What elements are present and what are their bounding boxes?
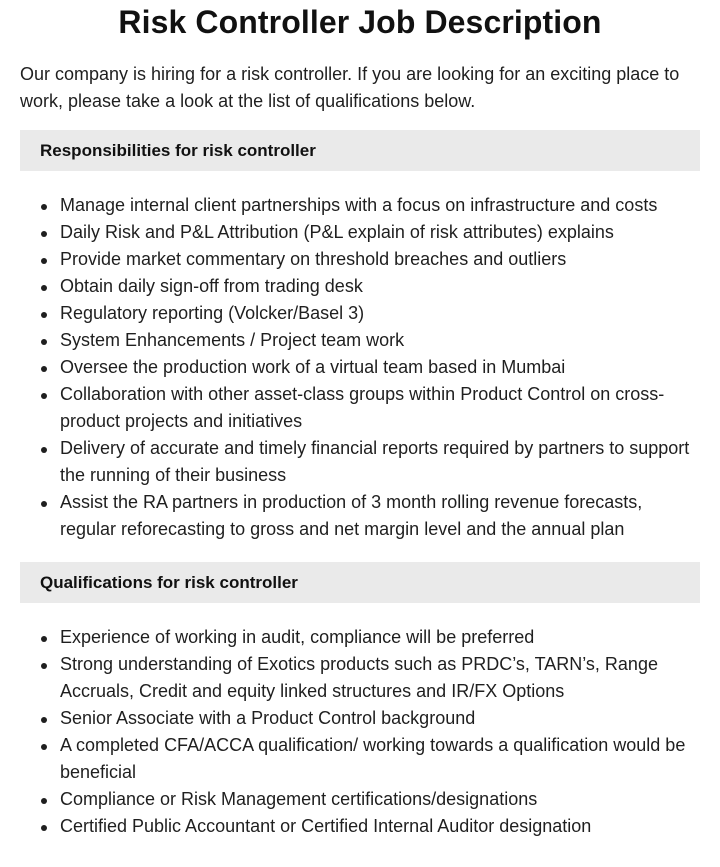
list-item: Oversee the production work of a virtual team based in Mumbai — [20, 354, 700, 381]
list-item: Strong understanding of Exotics products such as PRDC’s, TARN’s, Range Accruals, Credit and equity linked structures and IR/FX Options — [20, 651, 700, 705]
list-item: Manage internal client partnerships with a focus on infrastructure and costs — [20, 192, 700, 219]
list-item: Obtain daily sign-off from trading desk — [20, 273, 700, 300]
list-item: Experience of working in audit, compliance will be preferred — [20, 624, 700, 651]
list-item: Compliance or Risk Management certifications/designations — [20, 786, 700, 813]
qualifications-heading: Qualifications for risk controller — [20, 562, 700, 603]
list-item: Daily Risk and P&L Attribution (P&L explain of risk attributes) explains — [20, 219, 700, 246]
list-item: Senior Associate with a Product Control background — [20, 705, 700, 732]
list-item: Certified Public Accountant or Certified Internal Auditor designation — [20, 813, 700, 840]
qualifications-list — [20, 624, 700, 840]
list-item: System Enhancements / Project team work — [20, 327, 700, 354]
list-item: Provide market commentary on threshold breaches and outliers — [20, 246, 700, 273]
list-item: Regulatory reporting (Volcker/Basel 3) — [20, 300, 700, 327]
responsibilities-heading: Responsibilities for risk controller — [20, 130, 700, 171]
responsibilities-list — [20, 192, 700, 543]
intro-paragraph: Our company is hiring for a risk controller. If you are looking for an exciting place to work, please take a look at the list of qualifications below. — [20, 64, 680, 111]
page-title: Risk Controller Job Description — [118, 4, 602, 40]
list-item: A completed CFA/ACCA qualification/ working towards a qualification would be beneficial — [20, 732, 700, 786]
list-item: Assist the RA partners in production of 3 month rolling revenue forecasts, regular reforecasting to gross and net margin level and the annual plan — [20, 489, 700, 543]
list-item: Delivery of accurate and timely financial reports required by partners to support the running of their business — [20, 435, 700, 489]
list-item: Collaboration with other asset-class groups within Product Control on cross-product projects and initiatives — [20, 381, 700, 435]
